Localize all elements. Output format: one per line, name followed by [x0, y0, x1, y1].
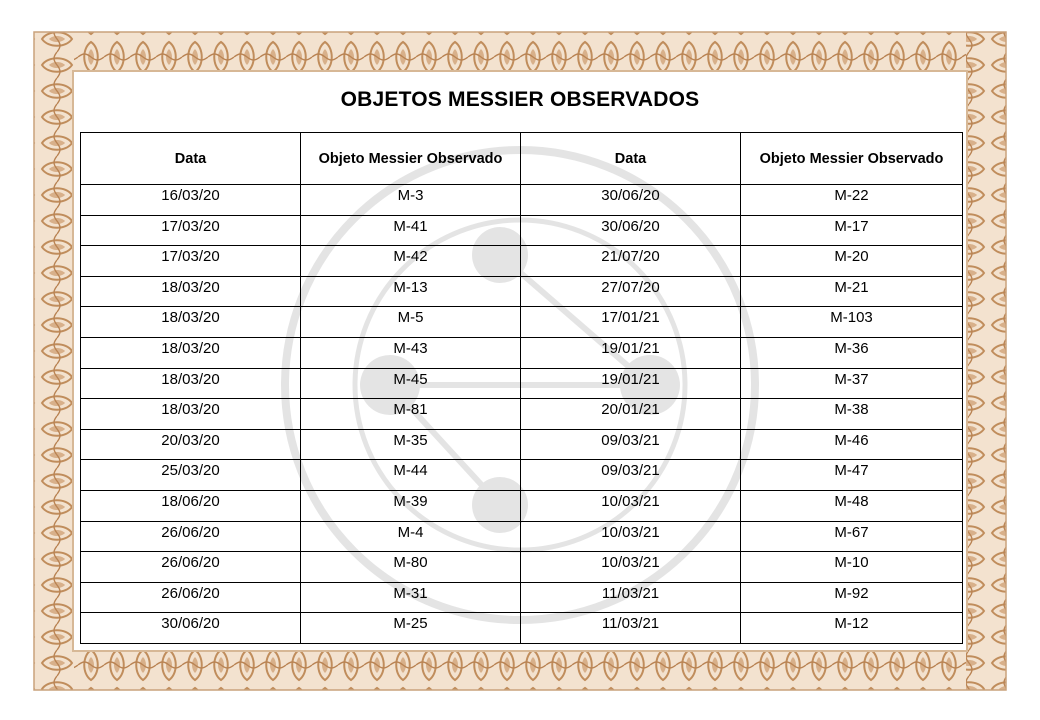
object-cell: M-20: [741, 246, 963, 277]
object-cell: M-21: [741, 276, 963, 307]
table-row: [81, 215, 963, 246]
date-cell: 16/03/20: [81, 185, 301, 216]
object-cell: M-4: [301, 521, 521, 552]
object-cell: M-43: [301, 337, 521, 368]
page-title: OBJETOS MESSIER OBSERVADOS: [340, 88, 700, 111]
date-cell: 26/06/20: [81, 582, 301, 613]
date-cell: 19/01/21: [521, 337, 741, 368]
date-cell: 10/03/21: [521, 552, 741, 583]
date-cell: 18/03/20: [81, 337, 301, 368]
object-cell: M-31: [301, 582, 521, 613]
header-date-2: Data: [521, 133, 741, 185]
date-cell: 18/03/20: [81, 399, 301, 430]
object-cell: M-44: [301, 460, 521, 491]
object-cell: M-25: [301, 613, 521, 644]
object-cell: M-42: [301, 246, 521, 277]
date-cell: 20/01/21: [521, 399, 741, 430]
messier-table: [80, 132, 963, 644]
date-cell: 21/07/20: [521, 246, 741, 277]
date-cell: 25/03/20: [81, 460, 301, 491]
date-cell: 26/06/20: [81, 552, 301, 583]
object-cell: M-47: [741, 460, 963, 491]
table-row: [81, 276, 963, 307]
object-cell: M-13: [301, 276, 521, 307]
object-cell: M-36: [741, 337, 963, 368]
object-cell: M-39: [301, 490, 521, 521]
table-row: [81, 429, 963, 460]
date-cell: 20/03/20: [81, 429, 301, 460]
object-cell: M-22: [741, 185, 963, 216]
object-cell: M-38: [741, 399, 963, 430]
object-cell: M-12: [741, 613, 963, 644]
object-cell: M-46: [741, 429, 963, 460]
date-cell: 09/03/21: [521, 429, 741, 460]
header-object-2: Objeto Messier Observado: [741, 133, 963, 185]
date-cell: 17/03/20: [81, 246, 301, 277]
date-cell: 10/03/21: [521, 490, 741, 521]
table-row: [81, 307, 963, 338]
date-cell: 10/03/21: [521, 521, 741, 552]
date-cell: 27/07/20: [521, 276, 741, 307]
object-cell: M-17: [741, 215, 963, 246]
date-cell: 18/03/20: [81, 368, 301, 399]
object-cell: M-81: [301, 399, 521, 430]
table-row: [81, 246, 963, 277]
date-cell: 18/03/20: [81, 276, 301, 307]
date-cell: 30/06/20: [521, 215, 741, 246]
date-cell: 09/03/21: [521, 460, 741, 491]
object-cell: M-80: [301, 552, 521, 583]
object-cell: M-41: [301, 215, 521, 246]
date-cell: 11/03/21: [521, 613, 741, 644]
table-row: [81, 490, 963, 521]
date-cell: 26/06/20: [81, 521, 301, 552]
object-cell: M-48: [741, 490, 963, 521]
date-cell: 18/06/20: [81, 490, 301, 521]
date-cell: 30/06/20: [81, 613, 301, 644]
object-cell: M-5: [301, 307, 521, 338]
object-cell: M-67: [741, 521, 963, 552]
date-cell: 19/01/21: [521, 368, 741, 399]
table-row: [81, 185, 963, 216]
table-row: [81, 552, 963, 583]
header-date-1: Data: [81, 133, 301, 185]
table-row: [81, 399, 963, 430]
object-cell: M-3: [301, 185, 521, 216]
date-cell: 18/03/20: [81, 307, 301, 338]
header-object-1: Objeto Messier Observado: [301, 133, 521, 185]
table-row: [81, 613, 963, 644]
object-cell: M-37: [741, 368, 963, 399]
date-cell: 17/03/20: [81, 215, 301, 246]
object-cell: M-103: [741, 307, 963, 338]
table-header-row: [81, 133, 963, 185]
object-cell: M-92: [741, 582, 963, 613]
table-row: [81, 368, 963, 399]
date-cell: 11/03/21: [521, 582, 741, 613]
object-cell: M-10: [741, 552, 963, 583]
table-row: [81, 521, 963, 552]
table-row: [81, 582, 963, 613]
date-cell: 17/01/21: [521, 307, 741, 338]
table-row: [81, 460, 963, 491]
table-row: [81, 337, 963, 368]
object-cell: M-35: [301, 429, 521, 460]
object-cell: M-45: [301, 368, 521, 399]
date-cell: 30/06/20: [521, 185, 741, 216]
